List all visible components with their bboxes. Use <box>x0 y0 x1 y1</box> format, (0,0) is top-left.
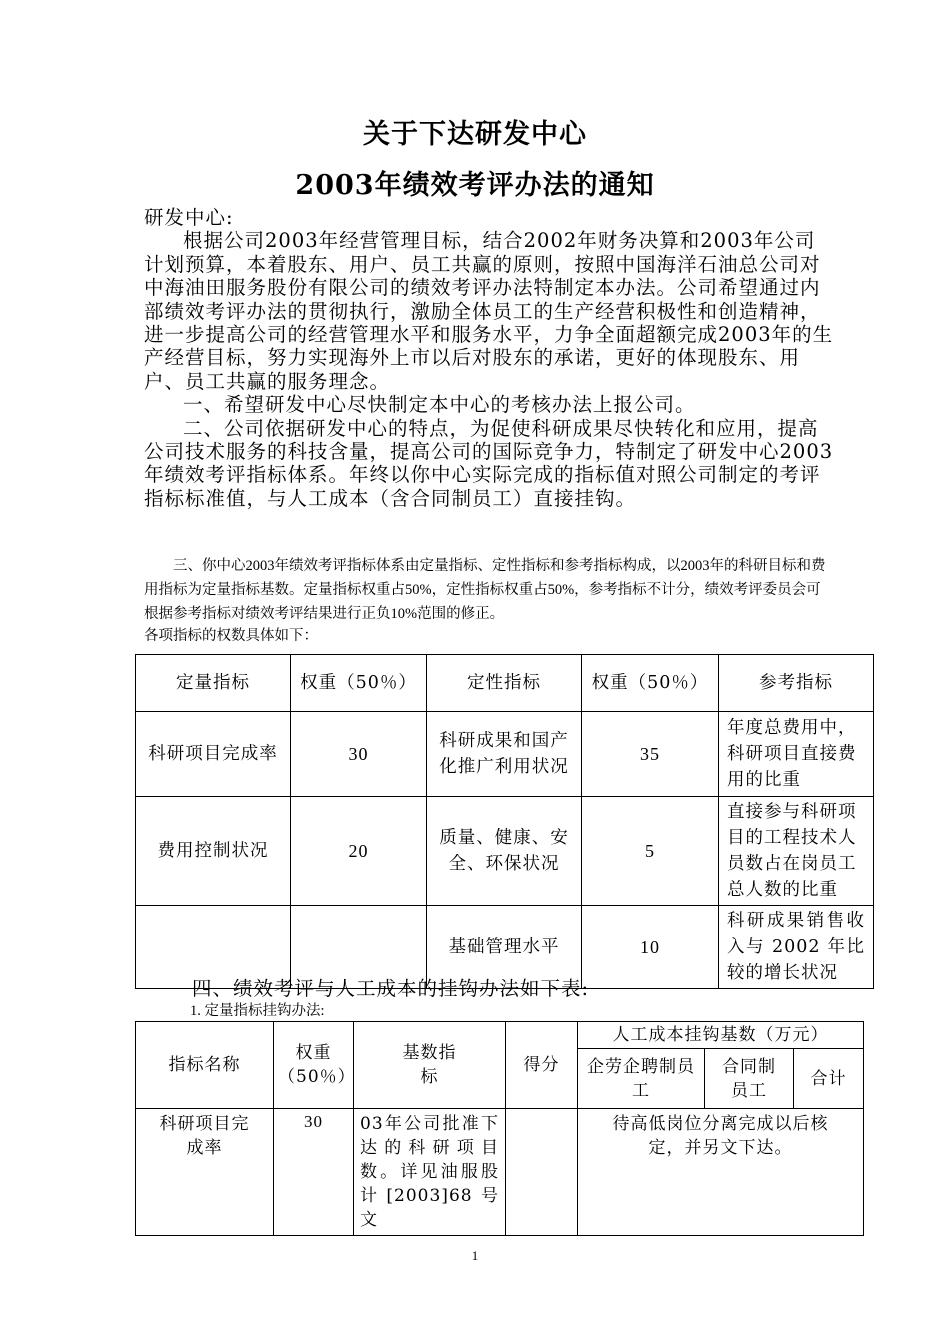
title-line-1: 关于下达研发中心 <box>363 119 587 150</box>
table-row <box>136 712 874 797</box>
table-cell: 30 <box>291 712 427 797</box>
table-cell: 03年公司批准下达的科研项目数。详见油服股计[2003]68号文 <box>354 1109 506 1236</box>
table-cell: 年度总费用中，科研项目直接费用的比重 <box>719 712 874 797</box>
table-cell: 科研项目完成率 <box>136 712 291 797</box>
header-cell: 人工成本挂钩基数（万元） <box>578 1022 864 1049</box>
table-row <box>136 1109 864 1236</box>
header-cell: 企劳企聘制员工 <box>578 1049 705 1109</box>
table-cell: 30 <box>274 1109 354 1236</box>
header-cell: 得分 <box>506 1022 578 1109</box>
salutation: 研发中心: <box>144 206 234 229</box>
paragraph-3: 二、公司依据研发中心的特点，为促使科研成果尽快转化和应用，提高公司技术服务的科技含量，提高公司的国际竞争力，特制定了研发中心2003年绩效考评指标体系。年终以你中心实际完成的指标值对照公司制定的考评指标标准值，与人工成本（含合同制员工）直接挂钩。 <box>144 416 834 510</box>
table-cell: 质量、健康、安全、环保状况 <box>427 797 582 906</box>
small-text <box>144 554 834 646</box>
table-cell <box>506 1109 578 1236</box>
table-cell: 费用控制状况 <box>136 797 291 906</box>
paragraph-1: 根据公司2003年经营管理目标，结合2002年财务决算和2003年公司计划预算，本着股东、用户、员工共赢的原则，按照中国海洋石油总公司对中海油田服务股份有限公司的绩效考评办法特制定本办法。公司希望通过内部绩效考评办法的贯彻执行，激励全体员工的生产经营积极性和创造精神，进一步提高公司的经营管理水平和服务水平，力争全面超额完成2003年的生产经营目标，努力实现海外上市以后对股东的承诺，更好的体现股东、用户、员工共赢的服务理念。 <box>144 229 834 393</box>
header-cell: 权重（50％） <box>582 655 719 712</box>
section-4-subheading: 1. 定量指标挂钩办法: <box>190 1003 325 1019</box>
paragraph-5: 各项指标的权数具体如下： <box>144 628 318 644</box>
body-text <box>144 206 834 510</box>
table-cell: 科研成果销售收入与 2002 年比较的增长状况 <box>719 906 874 989</box>
table-header-row <box>136 1022 864 1049</box>
table-cell: 20 <box>291 797 427 906</box>
weights-table <box>135 654 874 989</box>
header-cell: 定量指标 <box>136 655 291 712</box>
header-cell: 参考指标 <box>719 655 874 712</box>
table-cell: 5 <box>582 797 719 906</box>
header-cell: 定性指标 <box>427 655 582 712</box>
table-cell: 待高低岗位分离完成以后核定，并另文下达。 <box>578 1109 864 1236</box>
header-cell: 权重（50％） <box>274 1022 354 1109</box>
title-line-2: 2003年绩效考评办法的通知 <box>295 170 655 201</box>
header-cell: 权重（50％） <box>291 655 427 712</box>
section-4-heading: 四、绩效考评与人工成本的挂钩办法如下表: <box>192 977 590 1000</box>
table-cell: 科研项目完成率 <box>136 1109 274 1236</box>
table-cell: 10 <box>582 906 719 989</box>
page-number: 1 <box>471 1248 479 1263</box>
header-cell: 合同制员工 <box>705 1049 794 1109</box>
paragraph-2: 一、希望研发中心尽快制定本中心的考核办法上报公司。 <box>183 393 696 417</box>
header-cell: 基数指标 <box>354 1022 506 1109</box>
header-cell: 指标名称 <box>136 1022 274 1109</box>
table-cell: 科研成果和国产化推广利用状况 <box>427 712 582 797</box>
table-cell: 基础管理水平 <box>427 906 582 989</box>
quant-table <box>135 1021 864 1236</box>
header-cell: 合计 <box>794 1049 864 1109</box>
table-row <box>136 797 874 906</box>
table-cell: 35 <box>582 712 719 797</box>
table-cell: 直接参与科研项目的工程技术人员数占在岗员工总人数的比重 <box>719 797 874 906</box>
table-header-row <box>136 655 874 712</box>
paragraph-4: 三、你中心2003年绩效考评指标体系由定量指标、定性指标和参考指标构成，以2003年的科研目标和费用指标为定量指标基数。定量指标权重占50%，定性指标权重占50%，参考指标不计分，绩效考评委员会可根据参考指标对绩效考评结果进行正负10%范围的修正。 <box>144 558 826 622</box>
